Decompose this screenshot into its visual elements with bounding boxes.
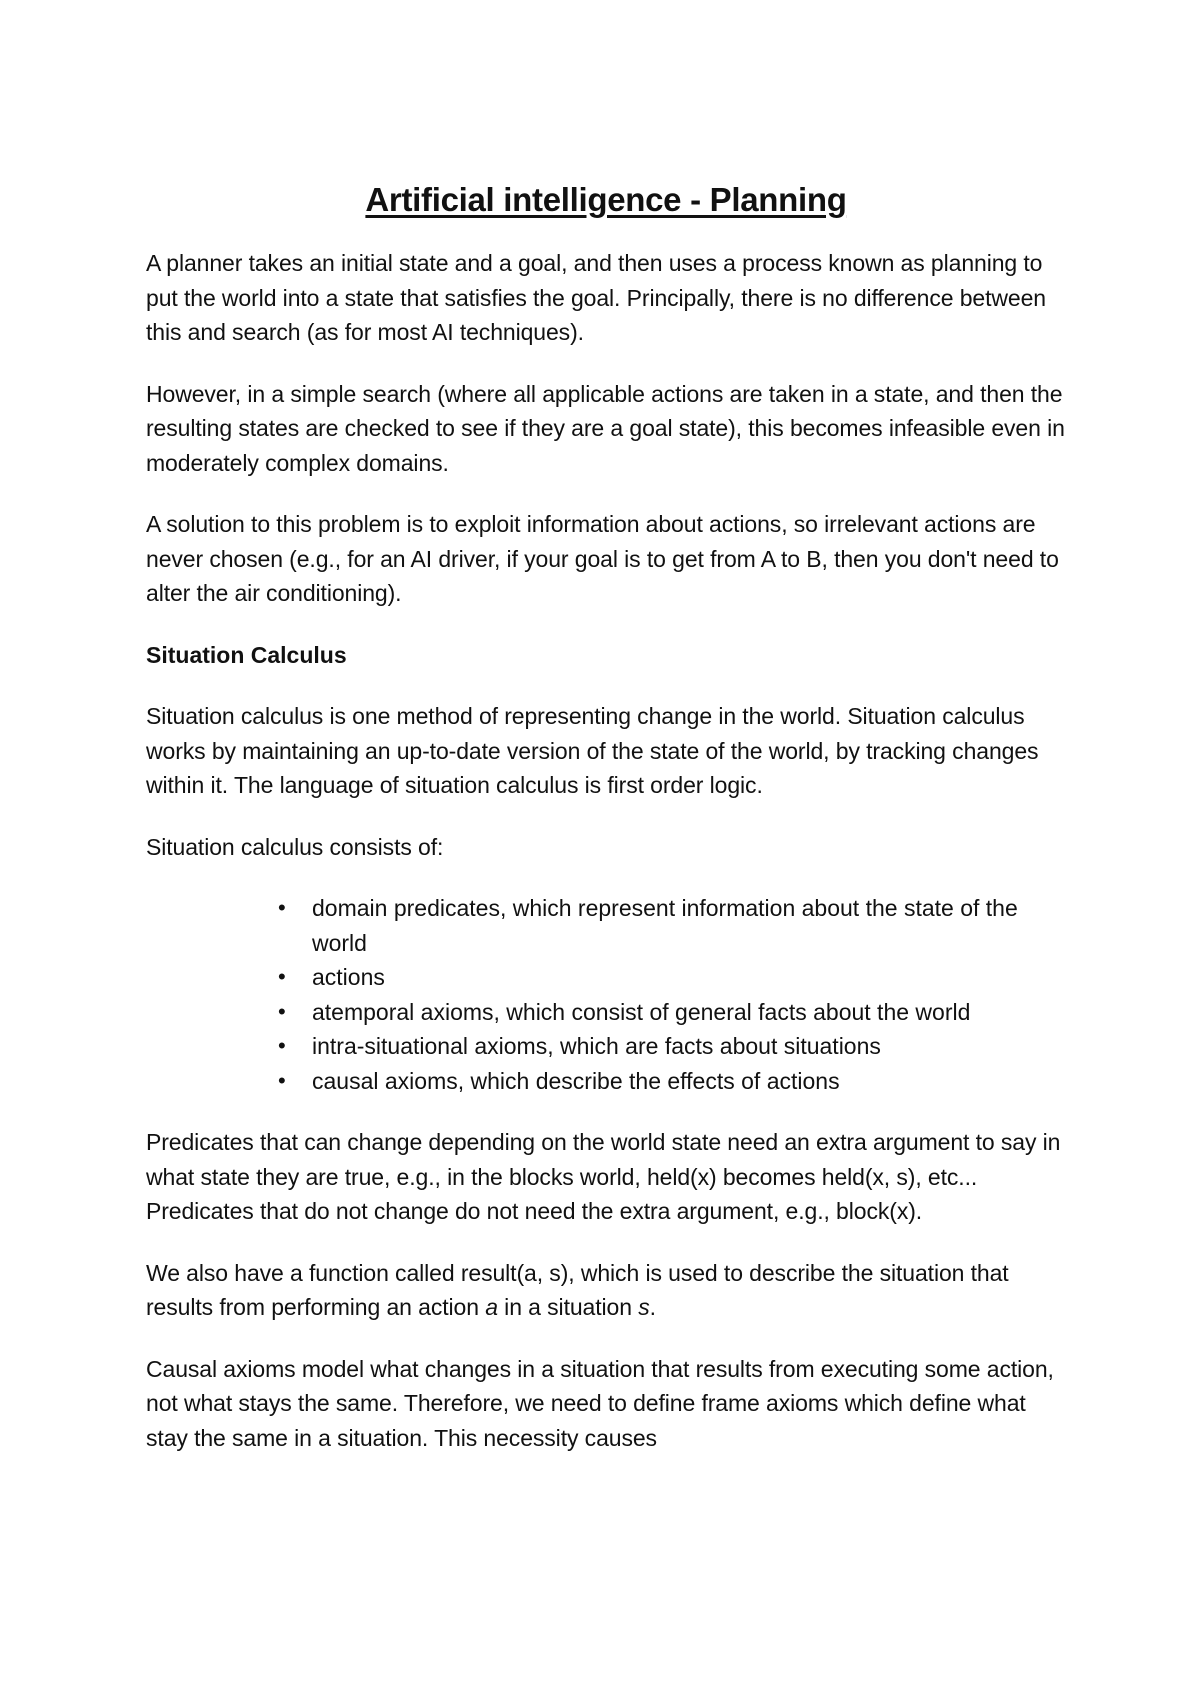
document-body <box>146 178 1066 1455</box>
result-text-middle: in a situation <box>497 1294 639 1320</box>
result-action-var: a <box>485 1294 498 1320</box>
paragraph-solution: A solution to this problem is to exploit information about actions, so irrelevant actions are never chosen (e.g., for an AI driver, if your goal is to get from A to B, then you don't need to alter the air conditioning). <box>146 511 1059 606</box>
paragraph-however: However, in a simple search (where all applicable actions are taken in a state, and then the resulting states are checked to see if they are a goal state), this becomes infeasible even in moderately complex domains. <box>146 380 1065 476</box>
list-item: • causal axioms, which describe the effects of actions <box>312 1064 1066 1099</box>
paragraph-situation-intro: Situation calculus is one method of representing change in the world. Situation calculus works by maintaining an up-to-date version of the state of the world, by tracking changes within it. The language of situation calculus is first order logic. <box>146 703 1039 798</box>
paragraph-predicates: Predicates that can change depending on the world state need an extra argument to say in what state they are true, e.g., in the blocks world, held(x) becomes held(x, s), etc... Predicates that do not change do not need the extra argument, e.g., block(x). <box>146 1129 1061 1224</box>
section-heading: Situation Calculus <box>146 641 347 668</box>
paragraph-result <box>146 1256 1066 1325</box>
result-text-suffix: . <box>649 1294 656 1320</box>
bullet-list <box>146 891 1066 1098</box>
list-item: • actions <box>312 960 1066 995</box>
paragraph-causal: Causal axioms model what changes in a situation that results from executing some action, not what stays the same. Therefore, we need to define frame axioms which define what stay the same in a situation. This necessity causes <box>146 1355 1054 1451</box>
document-title: Artificial intelligence - Planning <box>365 181 847 218</box>
list-item: • atemporal axioms, which consist of general facts about the world <box>312 995 1066 1030</box>
list-item: • domain predicates, which represent information about the state of the world <box>312 891 1066 960</box>
result-text-prefix: We also have a function called result(a, s), which is used to describe the situation that results from performing an action <box>146 1259 1009 1320</box>
paragraph-intro: A planner takes an initial state and a goal, and then uses a process known as planning to put the world into a state that satisfies the goal. Principally, there is no difference between this and search (as for most AI techniques). <box>146 250 1046 345</box>
paragraph-consists-of: Situation calculus consists of: <box>146 833 444 860</box>
result-situation-var: s <box>638 1294 650 1320</box>
list-item: • intra-situational axioms, which are facts about situations <box>312 1029 1066 1064</box>
